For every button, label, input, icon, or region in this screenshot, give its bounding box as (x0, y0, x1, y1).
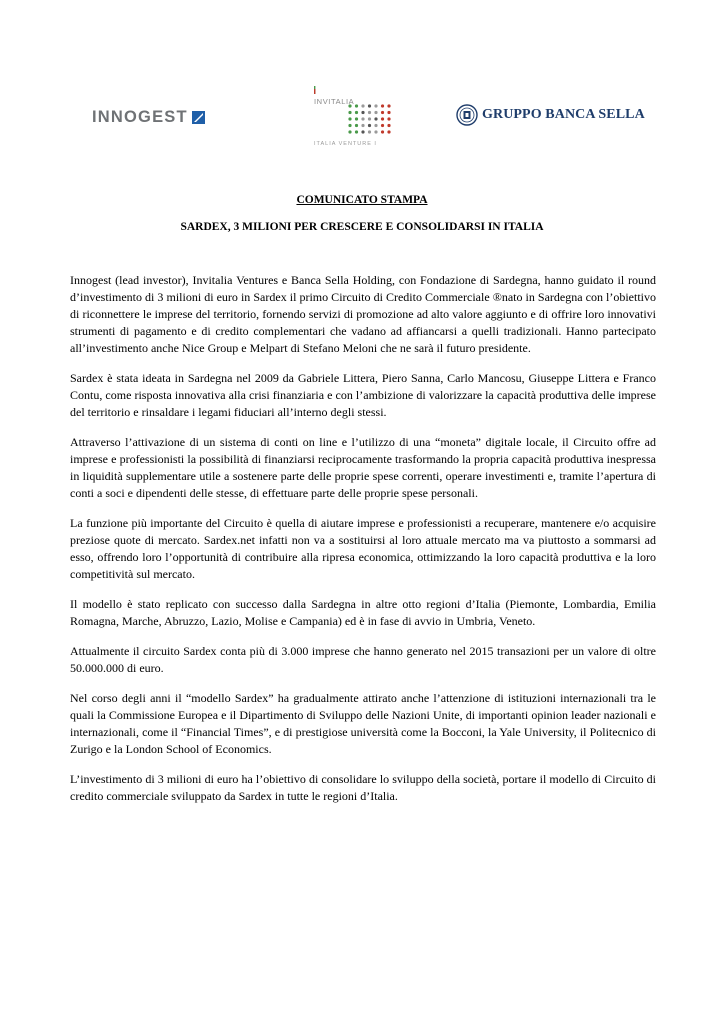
logo-dot (355, 117, 358, 120)
logo-dot (374, 124, 377, 127)
logo-dot (387, 111, 390, 114)
banca-sella-logo (456, 104, 645, 126)
logo-dot (381, 117, 384, 120)
logo-dot (381, 104, 384, 107)
innogest-wordmark: INNOGEST (92, 108, 188, 126)
logo-dot (374, 130, 377, 133)
paragraph: Il modello è stato replicato con successo dalla Sardegna in altre otto regioni d’Italia (Piemonte, Lombardia, Emilia Romagna, Marche, Abruzzo, Lazio, Molise e Campania) ed è in fase di avvio in Umbria, Veneto. (70, 597, 656, 628)
logo-dot (381, 111, 384, 114)
logo-dot (374, 104, 377, 107)
sella-seal-icon (456, 104, 478, 126)
logo-dot (348, 111, 351, 114)
logo-dot (355, 130, 358, 133)
invitalia-subtitle: ITALIA VENTURE I (314, 141, 377, 147)
paragraph: L’investimento di 3 milioni di euro ha l’obiettivo di consolidare lo sviluppo della società, portare il modello di Circuito di credito commerciale sviluppato da Sardex in tutte le regioni d’Italia. (70, 772, 656, 803)
logo-dot (387, 124, 390, 127)
logo-dot (374, 111, 377, 114)
logo-dot (361, 104, 364, 107)
logo-dot (368, 111, 371, 114)
paragraph: Sardex è stata ideata in Sardegna nel 2009 da Gabriele Littera, Piero Sanna, Carlo Mancosu, Giuseppe Littera e Franco Contu, come risposta innovativa alla crisi finanziaria e con l’ambizione di valorizzare la capacità produttiva delle imprese del territorio e rinsaldare i legami fiduciari all’interno degli stessi. (70, 371, 656, 419)
logo-dot (368, 117, 371, 120)
logo-dot (381, 124, 384, 127)
press-release-body (70, 272, 656, 818)
logo-dot (348, 130, 351, 133)
paragraph: Attualmente il circuito Sardex conta più di 3.000 imprese che hanno generato nel 2015 transazioni per un valore di oltre 50.000.000 di euro. (70, 644, 656, 675)
document-subtitle: SARDEX, 3 MILIONI PER CRESCERE E CONSOLIDARSI IN ITALIA (180, 221, 544, 233)
paragraph: Innogest (lead investor), Invitalia Ventures e Banca Sella Holding, con Fondazione di Sardegna, hanno guidato il round d’investimento di 3 milioni di euro in Sardex il primo Circuito di Credito Commerciale ®nato in Sardegna con l’obiettivo di riconnettere le imprese del territorio, fornendo servizi di promozione ad alto valore aggiunto e di offrire loro innovativi strumenti di pagamento e di credito complementari che vadano ad affiancarsi a quelli tradizionali. Hanno partecipato all’investimento anche Nice Group e Melpart di Stefano Meloni che ne sarà il futuro presidente. (70, 273, 656, 355)
logo-dot (381, 130, 384, 133)
logo-dot (355, 111, 358, 114)
innogest-mark-icon (192, 111, 205, 124)
logo-dot (368, 104, 371, 107)
logo-dot (361, 117, 364, 120)
logo-dot (368, 130, 371, 133)
logo-bar (0, 82, 724, 152)
document-title: COMUNICATO STAMPA (296, 194, 428, 206)
invitalia-ventures-logo (310, 86, 400, 150)
logo-dot (355, 104, 358, 107)
logo-dot (374, 117, 377, 120)
logo-dot (348, 124, 351, 127)
logo-dot (361, 111, 364, 114)
logo-dot (355, 124, 358, 127)
logo-dot (387, 130, 390, 133)
sella-wordmark: GRUPPO BANCA SELLA (482, 107, 645, 122)
logo-dot (387, 117, 390, 120)
paragraph: La funzione più importante del Circuito è quella di aiutare imprese e professionisti a recuperare, mantenere e/o acquisire preziose quote di mercato. Sardex.net infatti non va a sostituirsi al loro attuale mercato ma va piuttosto a sommarsi ad esso, offrendo loro l’opportunità di contribuire alla ripresa economica, ottimizzando la loro capacità produttiva e la loro competitività sul mercato. (70, 516, 656, 581)
invitalia-wordmark: INVITALIA (314, 97, 355, 106)
logo-dot (361, 124, 364, 127)
logo-dot (361, 130, 364, 133)
paragraph: Nel corso degli anni il “modello Sardex” ha gradualmente attirato anche l’attenzione di istituzioni internazionali tra le quali la Commissione Europea e il Dipartimento di Sviluppo delle Nazioni Unite, di importanti opinion leader nazionali e internazionali, come il “Financial Times”, e di prestigiose università come la Bocconi, la Yale University, il Politecnico di Zurigo e la London School of Economics. (70, 691, 656, 756)
paragraph: Attraverso l’attivazione di un sistema di conti on line e l’utilizzo di una “moneta” digitale locale, il Circuito offre ad imprese e professionisti la possibilità di finanziarsi reciprocamente trasformando la propria capacità produttiva inespressa in liquidità supplementare utile a sostenere parte delle proprie spese correnti, operare investimenti e, tramite l’apertura di conti a soci e dipendenti delle stesse, di effettuare parte delle proprie spese personali. (70, 435, 656, 500)
logo-dot (368, 124, 371, 127)
logo-dot (387, 104, 390, 107)
logo-dot (348, 117, 351, 120)
innogest-logo (92, 108, 205, 127)
